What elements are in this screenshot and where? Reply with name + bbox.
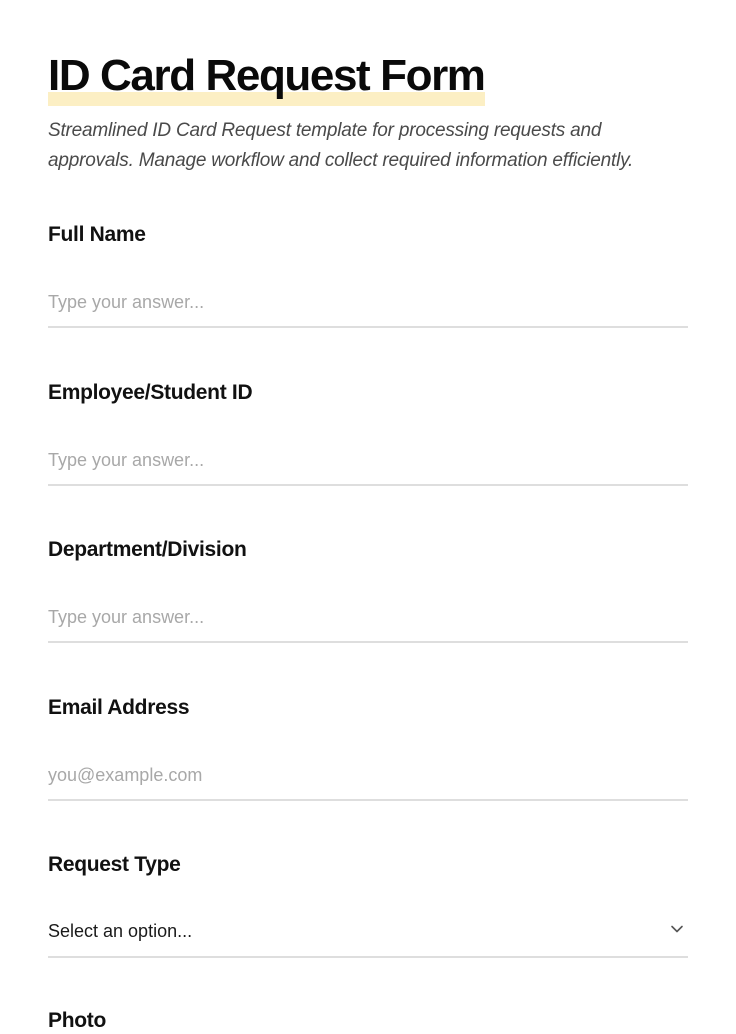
request-type-label: Request Type [48,853,181,876]
request-type-select[interactable] [48,908,688,958]
field-full-name [48,222,688,328]
department-label: Department/Division [48,538,247,561]
employee-id-input[interactable] [48,436,688,486]
photo-label: Photo [48,1009,106,1032]
field-department [48,537,688,643]
field-employee-id [48,380,688,486]
field-email [48,695,688,801]
id-card-request-form [48,51,688,1032]
full-name-input[interactable] [48,278,688,328]
full-name-label: Full Name [48,223,146,246]
request-type-selected-value: Select an option... [48,921,193,941]
employee-id-label: Employee/Student ID [48,381,253,404]
field-request-type [48,852,688,958]
email-label: Email Address [48,696,190,719]
form-description: Streamlined ID Card Request template for processing requests and approvals. Manage workflow and collect required information efficiently. [48,120,634,171]
chevron-down-icon [670,922,684,936]
form-title: ID Card Request Form [48,52,485,106]
field-photo [48,1008,688,1034]
department-input[interactable] [48,593,688,643]
email-input[interactable] [48,751,688,801]
